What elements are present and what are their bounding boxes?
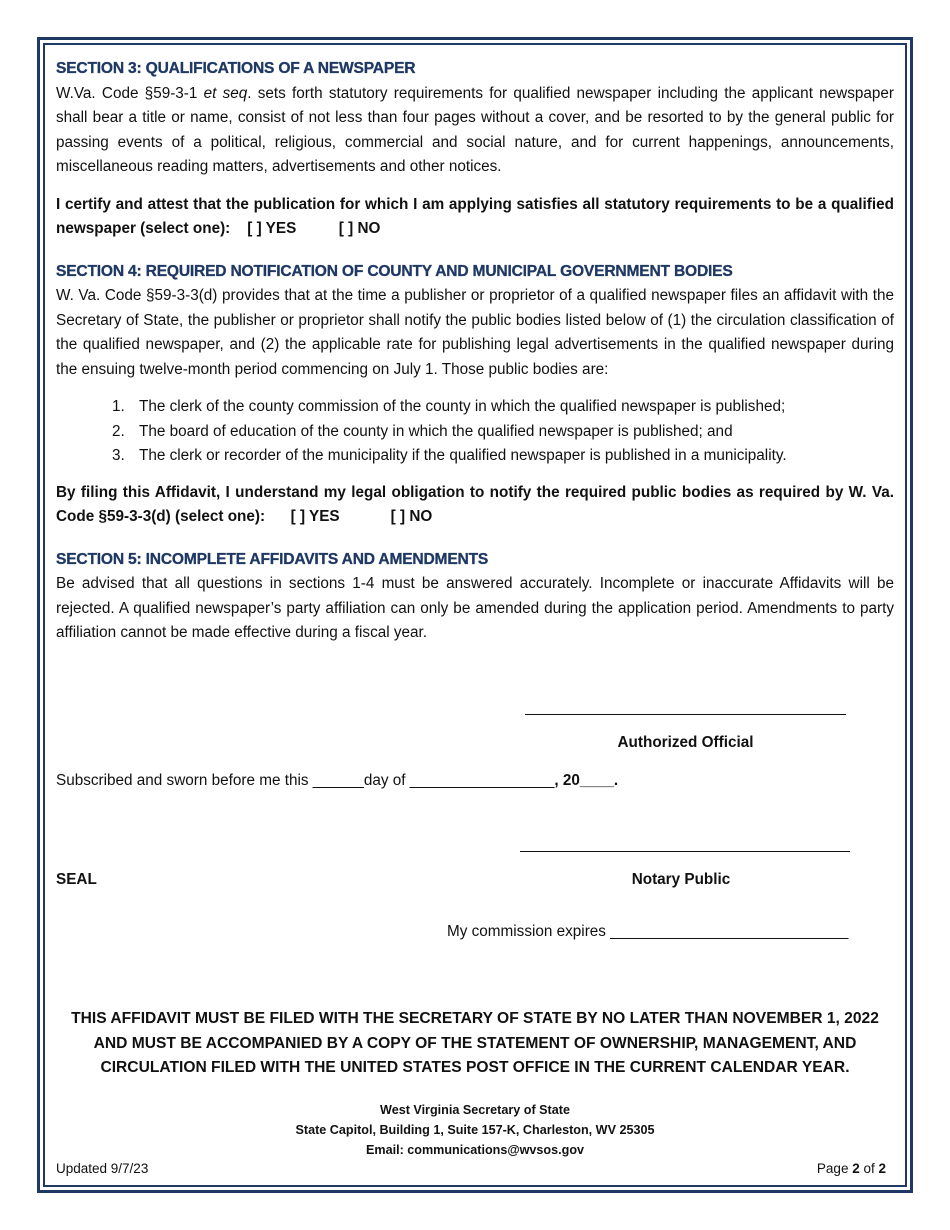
list-item: 2. The board of education of the county in which the qualified newspaper is published; and — [112, 422, 733, 440]
authorized-official-signature-line[interactable] — [525, 714, 846, 715]
notary-signature-line[interactable] — [520, 851, 850, 852]
form-content — [56, 57, 894, 646]
section3-body: W.Va. Code §59-3-1 et seq. sets forth statutory requirements for qualified newspaper including the applicant newspaper shall bear a title or name, consist of not less than four pages without a cover, and be resorted to by the general public for passing events of a political, religious, commercial and social nature, and for current happenings, announcements, miscellaneous reading matters, advertisements and other notices. — [56, 84, 894, 175]
office-email: Email: communications@wvsos.gov — [365, 1143, 585, 1157]
section4-heading: SECTION 4: REQUIRED NOTIFICATION OF COUNTY AND MUNICIPAL GOVERNMENT BODIES — [56, 262, 733, 280]
section3-no-checkbox[interactable]: [ ] NO — [338, 220, 381, 237]
section5-heading: SECTION 5: INCOMPLETE AFFIDAVITS AND AMENDMENTS — [56, 550, 489, 568]
page-number: Page 2 of 2 — [816, 1161, 886, 1176]
seal-label: SEAL — [56, 871, 97, 888]
section3-heading: SECTION 3: QUALIFICATIONS OF A NEWSPAPER — [56, 60, 416, 77]
notary-public-label: Notary Public — [631, 871, 731, 888]
filing-deadline-notice: THIS AFFIDAVIT MUST BE FILED WITH THE SECRETARY OF STATE BY NO LATER THAN NOVEMBER 1, 2022 AND MUST BE ACCOMPANIED BY A COPY OF THE STATEMENT OF OWNERSHIP, MANAGEMENT, AND CIRCULATION FILED WITH THE UNITED STATES POST OFFICE IN THE CURRENT CALENDAR YEAR. — [71, 1010, 879, 1076]
section4-filing: By filing this Affidavit, I understand my legal obligation to notify the required public bodies as required by W. Va. Code §59-3-3(d) (select one): [ ] YES [ ] NO — [56, 481, 894, 530]
section4-yes-checkbox[interactable]: [ ] YES — [290, 508, 340, 525]
section3-certify: I certify and attest that the publication for which I am applying satisfies all statutory requirements to be a qualified newspaper (select one): [ ] YES [ ] NO — [56, 193, 894, 242]
updated-date: Updated 9/7/23 — [56, 1161, 149, 1176]
section4-no-checkbox[interactable]: [ ] NO — [390, 508, 433, 525]
section4-body: W. Va. Code §59-3-3(d) provides that at the time a publisher or proprietor of a qualified newspaper files an affidavit with the Secretary of State, the publisher or proprietor shall notify the public bodies listed below of (1) the circulation classification of the qualified newspaper, and (2) the applicable rate for publishing legal advertisements in the qualified newspaper during the ensuing twelve-month period commencing on July 1. Those public bodies are: — [56, 287, 894, 378]
commission-expires: My commission expires ____________________________ — [447, 923, 849, 940]
section3-yes-checkbox[interactable]: [ ] YES — [247, 220, 297, 237]
public-bodies-list — [56, 395, 894, 469]
list-item: 3. The clerk or recorder of the municipality if the qualified newspaper is published in a municipality. — [112, 447, 787, 464]
authorized-official-label: Authorized Official — [617, 734, 754, 751]
section5-body: Be advised that all questions in sections 1-4 must be answered accurately. Incomplete or inaccurate Affidavits will be rejected. A qualified newspaper’s party affiliation can only be amended during the application period. Amendments to party affiliation cannot be made effective during a fiscal year. — [56, 575, 894, 641]
list-item: 1. The clerk of the county commission of the county in which the qualified newspaper is published; — [112, 398, 786, 415]
subscribed-sworn-line: Subscribed and sworn before me this ______day of _________________, 20____. — [56, 772, 619, 789]
office-address: West Virginia Secretary of State State Capitol, Building 1, Suite 157-K, Charleston, WV 25305 Email: communications@wvsos.gov — [56, 1100, 894, 1160]
